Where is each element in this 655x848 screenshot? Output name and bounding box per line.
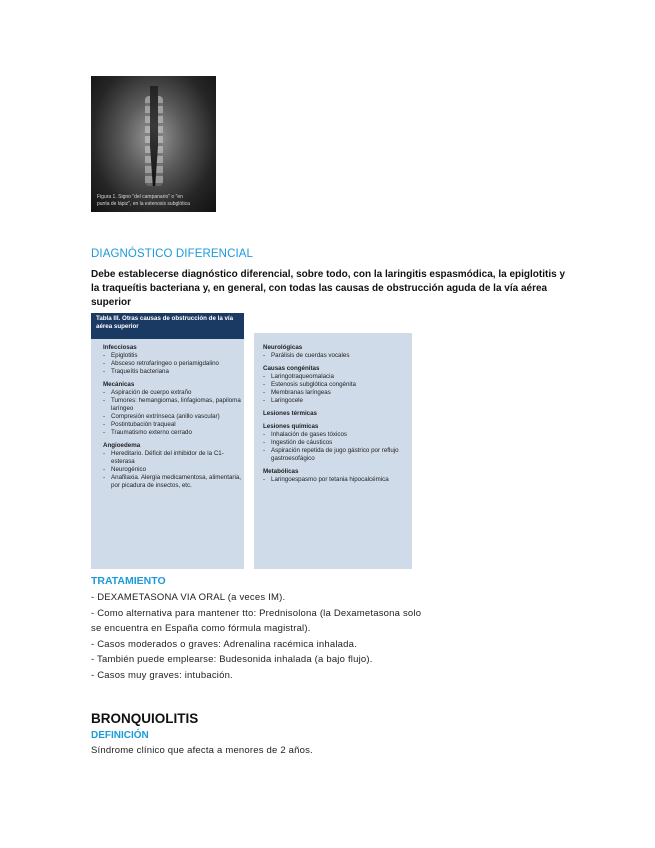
table-group-item: - Aspiración de cuerpo extraño bbox=[103, 389, 243, 397]
table-group bbox=[263, 410, 408, 418]
table-group-item: - Postintubación traqueal bbox=[103, 421, 243, 429]
table-group-title: Mecánicas bbox=[103, 381, 135, 388]
table-group-item: - Anafilaxia. Alergia medicamentosa, alimentaria, por picadura de insectos, etc. bbox=[103, 474, 243, 490]
tratamiento-line: - Casos muy graves: intubación. bbox=[91, 669, 233, 681]
table-group-item: - Laringoespasmo por tetania hipocalcémica bbox=[263, 476, 408, 484]
figure-caption-line-1: Figura 1. Signo "del campanario" o "en bbox=[97, 194, 183, 200]
tratamiento-line: - Casos moderados o graves: Adrenalina racémica inhalada. bbox=[91, 638, 357, 650]
table-group-item: - Aspiración repetida de jugo gástrico por reflujo gastroesofágico bbox=[263, 447, 408, 463]
diagnostico-heading: DIAGNÓSTICO DIFERENCIAL bbox=[91, 248, 254, 260]
figure-caption-line-2: punta de lápiz", en la estenosis subglótica bbox=[97, 201, 190, 207]
table-group-title: Neurológicas bbox=[263, 344, 303, 351]
table-group-item: - Laringocele bbox=[263, 397, 408, 405]
table-group-item: - Traqueítis bacteriana bbox=[103, 368, 243, 376]
table-group-item: - Traumatismo externo cerrado bbox=[103, 429, 243, 437]
table-group-title: Infecciosas bbox=[103, 344, 137, 351]
table-group-title: Causas congénitas bbox=[263, 365, 320, 372]
tratamiento-line: - Como alternativa para mantener tto: Prednisolona (la Dexametasona solo bbox=[91, 607, 422, 619]
table-group-item: - Tumores: hemangiomas, linfagiomas, papiloma laríngeo bbox=[103, 397, 243, 413]
table-group bbox=[263, 423, 408, 463]
diagnostico-paragraph: Debe establecerse diagnóstico diferencial, sobre todo, con la laringitis espasmódica, la epiglotitis y la traqueítis bacteriana y, en general, con todas las causas de obstrucción aguda de la vía aérea superior bbox=[91, 269, 566, 308]
table-group-item: - Absceso retrofaríngeo o periamigdalino bbox=[103, 360, 243, 368]
table-group-item: - Neurogénico bbox=[103, 466, 243, 474]
table-group bbox=[103, 381, 243, 437]
causes-table bbox=[91, 313, 412, 569]
table-group bbox=[103, 344, 243, 376]
table-group-item: - Hereditario. Déficit del inhibidor de la C1-esterasa bbox=[103, 450, 243, 466]
table-group-title: Angioedema bbox=[103, 442, 141, 449]
table-right-groups bbox=[263, 344, 408, 489]
table-group-item: - Parálisis de cuerdas vocales bbox=[263, 352, 408, 360]
definicion-heading: DEFINICIÓN bbox=[91, 730, 149, 741]
table-title: Tabla III. Otras causas de obstrucción de la vía aérea superior bbox=[91, 313, 244, 339]
definicion-paragraph: Síndrome clínico que afecta a menores de 2 años. bbox=[91, 745, 313, 756]
tratamiento-list bbox=[91, 590, 531, 683]
bronquiolitis-heading: BRONQUIOLITIS bbox=[91, 711, 199, 726]
table-group-title: Lesiones térmicas bbox=[263, 410, 317, 417]
tratamiento-line: - DEXAMETASONA VIA ORAL (a veces IM). bbox=[91, 592, 286, 603]
table-group-item: - Inhalación de gases tóxicos bbox=[263, 431, 408, 439]
tratamiento-line: se encuentra en España como fórmula magistral). bbox=[91, 623, 311, 634]
table-group-item: - Epiglotitis bbox=[103, 352, 243, 360]
tratamiento-line: - También puede emplearse: Budesonida inhalada (a bajo flujo). bbox=[91, 654, 373, 665]
table-group-item: - Compresión extrínseca (anillo vascular) bbox=[103, 413, 243, 421]
table-group bbox=[263, 344, 408, 360]
table-group bbox=[103, 442, 243, 490]
table-group-title: Lesiones químicas bbox=[263, 423, 319, 430]
table-group-item: - Estenosis subglótica congénita bbox=[263, 381, 408, 389]
tratamiento-heading: TRATAMIENTO bbox=[91, 575, 166, 587]
table-group bbox=[263, 365, 408, 405]
table-group-item: - Laringotraqueomalacia bbox=[263, 373, 408, 381]
xray-figure bbox=[91, 76, 216, 212]
table-group bbox=[263, 468, 408, 484]
table-group-item: - Membranas laríngeas bbox=[263, 389, 408, 397]
table-group-item: - Ingestión de cáusticos bbox=[263, 439, 408, 447]
table-group-title: Metabólicas bbox=[263, 468, 299, 475]
table-left-groups bbox=[103, 344, 243, 495]
